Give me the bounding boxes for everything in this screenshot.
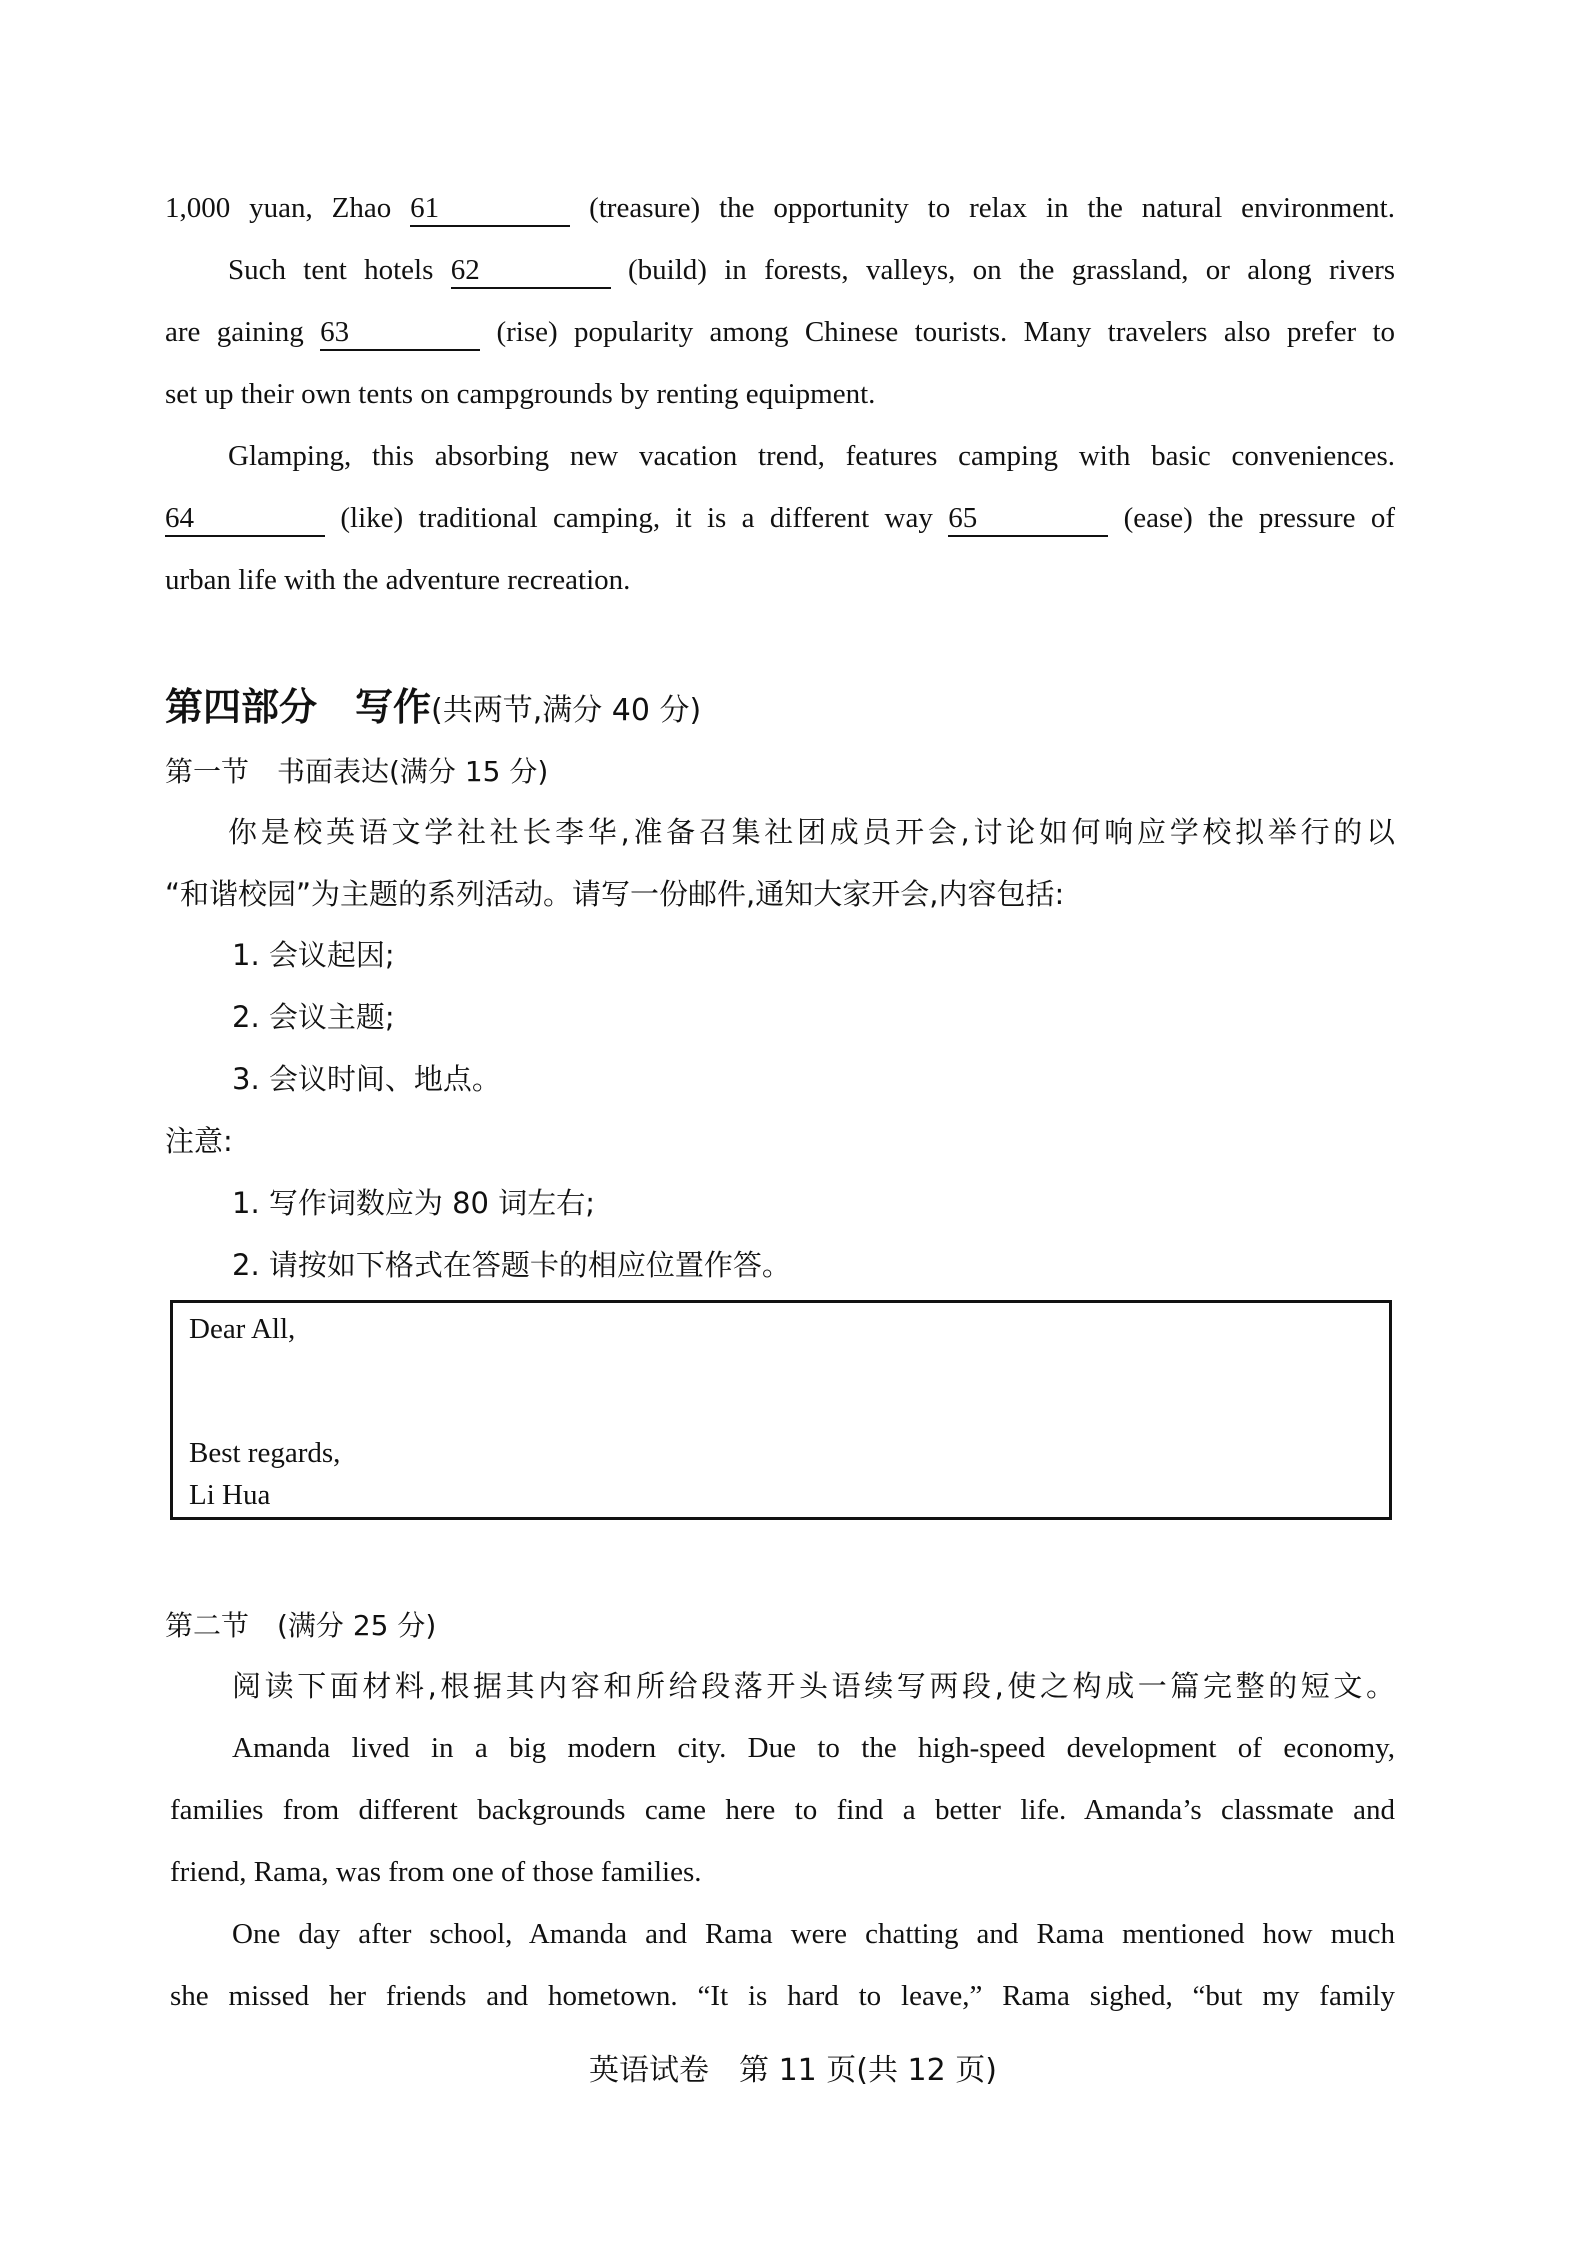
passage-text: (treasure) the opportunity to relax in the natural environment. <box>589 192 1395 224</box>
email-closing: Best regards, <box>189 1437 341 1469</box>
passage-line-3 <box>165 312 1395 352</box>
section1-title: 第一节 书面表达(满分 15 分) <box>165 755 549 788</box>
email-greeting: Dear All, <box>189 1313 296 1345</box>
section1-para-line-2: “和谐校园”为主题的系列活动。请写一份邮件,通知大家开会,内容包括: <box>165 877 1065 911</box>
blank-65[interactable]: 65 <box>948 501 1108 537</box>
blank-64[interactable]: 64 <box>165 501 325 537</box>
requirement-item-3: 3. 会议时间、地点。 <box>232 1062 501 1096</box>
passage-line-4: set up their own tents on campgrounds by renting equipment. <box>165 378 876 410</box>
email-format-box <box>170 1300 1392 1520</box>
requirement-item-1: 1. 会议起因; <box>232 938 395 972</box>
story-line-4: One day after school, Amanda and Rama were chatting and Rama mentioned how much <box>232 1918 1395 1950</box>
passage-text: 1,000 yuan, Zhao <box>165 192 392 224</box>
note-item-1: 1. 写作词数应为 80 词左右; <box>232 1186 595 1220</box>
section2-title: 第二节 (满分 25 分) <box>165 1609 437 1642</box>
story-line-2: families from different backgrounds came here to find a better life. Amanda’s classmate and <box>170 1794 1395 1826</box>
requirement-item-2: 2. 会议主题; <box>232 1000 395 1034</box>
passage-text: (rise) popularity among Chinese tourists. Many travelers also prefer to <box>496 316 1396 348</box>
passage-text: (build) in forests, valleys, on the grassland, or along rivers <box>628 254 1396 286</box>
blank-61[interactable]: 61 <box>410 191 570 227</box>
passage-text: are gaining <box>165 316 304 348</box>
passage-text: (like) traditional camping, it is a different way <box>340 502 933 534</box>
passage-line-1 <box>165 188 1395 228</box>
part4-title-text: 第四部分 写作 <box>165 685 432 729</box>
story-line-3: friend, Rama, was from one of those families. <box>170 1856 702 1888</box>
passage-line-6 <box>165 498 1395 538</box>
note-label: 注意: <box>165 1124 233 1158</box>
passage-text: (ease) the pressure of <box>1123 502 1396 534</box>
story-line-1: Amanda lived in a big modern city. Due to the high-speed development of economy, <box>232 1732 1395 1764</box>
blank-62[interactable]: 62 <box>451 253 611 289</box>
part4-title-note: (共两节,满分 40 分) <box>431 693 702 728</box>
passage-text: Such tent hotels <box>228 254 434 286</box>
story-line-5: she missed her friends and hometown. “It is hard to leave,” Rama sighed, “but my family <box>170 1980 1395 2012</box>
part4-title <box>165 683 1395 735</box>
passage-line-2 <box>228 250 1395 290</box>
blank-63[interactable]: 63 <box>320 315 480 351</box>
section2-intro: 阅读下面材料,根据其内容和所给段落开头语续写两段,使之构成一篇完整的短文。 <box>232 1669 1395 1703</box>
page-footer: 英语试卷 第 11 页(共 12 页) <box>589 2053 997 2088</box>
email-signature: Li Hua <box>189 1479 271 1511</box>
passage-line-5: Glamping, this absorbing new vacation trend, features camping with basic conveniences. <box>228 440 1395 472</box>
section1-para-line-1: 你是校英语文学社社长李华,准备召集社团成员开会,讨论如何响应学校拟举行的以 <box>228 815 1395 849</box>
passage-line-7: urban life with the adventure recreation. <box>165 564 631 596</box>
note-item-2: 2. 请按如下格式在答题卡的相应位置作答。 <box>232 1248 791 1282</box>
